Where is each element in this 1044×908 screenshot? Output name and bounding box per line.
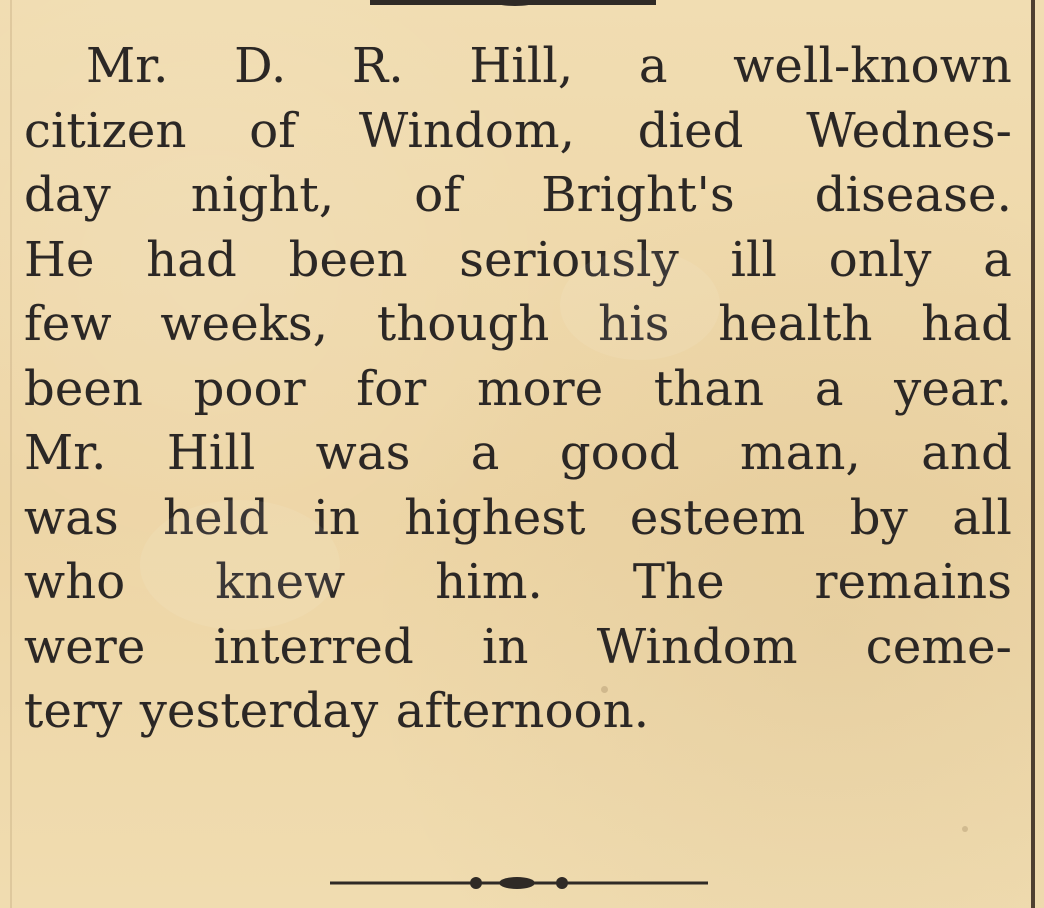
left-column-rule bbox=[10, 0, 12, 908]
article-line: was held in highest esteem by all bbox=[24, 489, 1012, 546]
article-line: been poor for more than a year. bbox=[24, 360, 1012, 417]
right-column-rule bbox=[1031, 0, 1035, 908]
article-line: citizen of Windom, died Wednes- bbox=[24, 102, 1012, 159]
article-line: tery yesterday afternoon. bbox=[24, 683, 650, 739]
article-line: Mr. Hill was a good man, and bbox=[24, 425, 1012, 481]
obituary-article bbox=[24, 34, 1012, 744]
paper-stain bbox=[560, 250, 720, 360]
paper-stain bbox=[140, 500, 340, 630]
article-line: He had been seriously ill only a bbox=[24, 231, 1012, 288]
article-line: few weeks, though his health had bbox=[24, 296, 1012, 352]
bottom-ornamental-divider bbox=[324, 870, 714, 896]
article-line: were interred in Windom ceme- bbox=[24, 618, 1012, 675]
article-line: who knew him. The remains bbox=[24, 554, 1012, 610]
paper-fleck bbox=[962, 826, 968, 832]
article-line: Mr. D. R. Hill, a well-known bbox=[86, 38, 1012, 94]
paper-fleck bbox=[601, 686, 608, 693]
article-line: day night, of Bright's disease. bbox=[24, 167, 1012, 223]
top-divider-rule bbox=[370, 0, 656, 10]
